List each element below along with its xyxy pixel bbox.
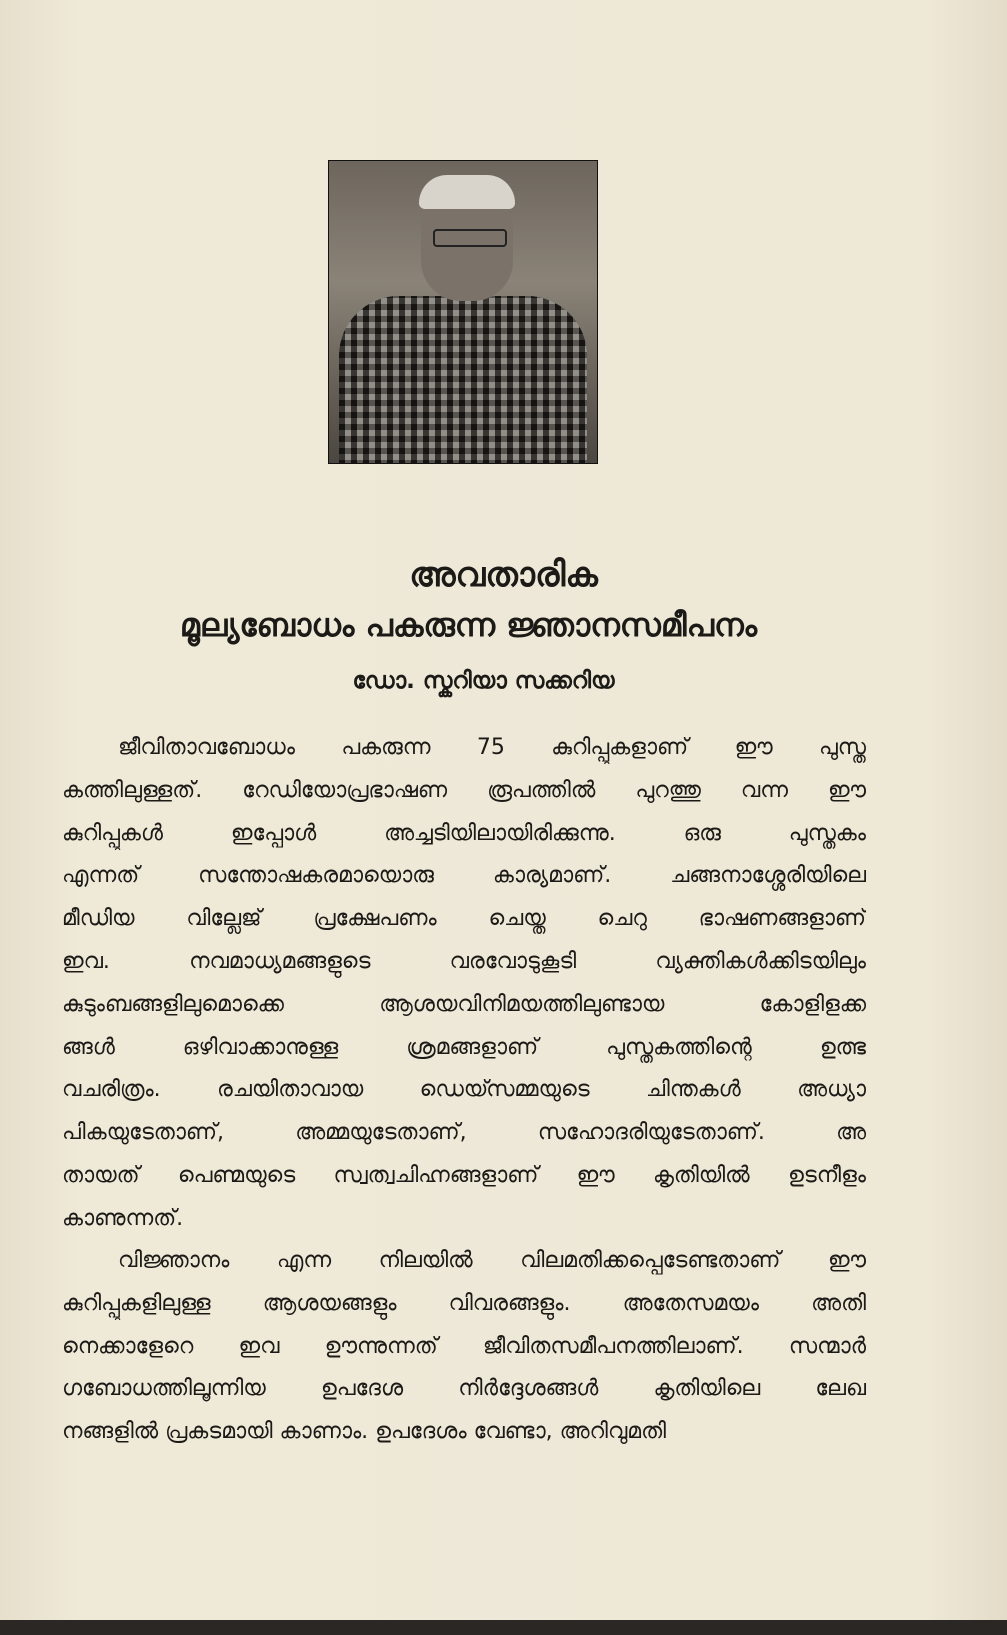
- text-line: ഗബോധത്തിലൂന്നിയ ഉപദേശ നിർദ്ദേശങ്ങൾ കൃതിയിലെ ലേഖ: [62, 1376, 866, 1402]
- author-name: ഡോ. സ്കറിയാ സക്കറിയ: [352, 668, 615, 694]
- text-line: കുറിപ്പുകളിലുള്ള ആശയങ്ങളും വിവരങ്ങളും. അതേസമയം അതി: [62, 1290, 866, 1316]
- text-line: കത്തിലുള്ളത്. റേഡിയോപ്രഭാഷണ രൂപത്തിൽ പുറത്തു വന്ന ഈ: [62, 777, 866, 803]
- text-line: തായത് പെണ്മയുടെ സ്വത്വചിഹ്നങ്ങളാണ് ഈ കൃതിയിൽ ഉടനീളം: [62, 1163, 866, 1188]
- text-line: ങ്ങൾ ഒഴിവാക്കാനുള്ള ശ്രമങ്ങളാണ് പുസ്തകത്തിന്റെ ഉത്ഭ: [62, 1034, 866, 1060]
- page-edge: [0, 1620, 1007, 1635]
- author-photo: [328, 160, 598, 464]
- text-line: എന്നത് സന്തോഷകരമായൊരു കാര്യമാണ്. ചങ്ങനാശ്ശേരിയിലെ: [62, 863, 866, 889]
- text-line: കുടുംബങ്ങളിലുമൊക്കെ ആശയവിനിമയത്തിലുണ്ടായ കോളിളക്ക: [62, 991, 866, 1017]
- text-line: നെക്കാളേറെ ഇവ ഊന്നുന്നത് ജീവിതസമീപനത്തിലാണ്. സന്മാർ: [62, 1333, 866, 1359]
- text-line: വചരിത്രം. രചയിതാവായ ഡെയ്സമ്മയുടെ ചിന്തകൾ അധ്യാ: [62, 1077, 866, 1103]
- text-line: കുറിപ്പുകൾ ഇപ്പോൾ അച്ചടിയിലായിരിക്കുന്നു. ഒരു പുസ്തകം: [62, 820, 866, 846]
- text-line: വിജ്ഞാനം എന്ന നിലയിൽ വിലമതിക്കപ്പെടേണ്ടതാണ് ഈ: [118, 1248, 866, 1273]
- text-line: നങ്ങളിൽ പ്രകടമായി കാണാം. ഉപദേശം വേണ്ടാ, അറിവുമതി: [62, 1419, 666, 1445]
- text-line: ജീവിതാവബോധം പകരുന്ന 75 കുറിപ്പുകളാണ് ഈ പുസ്ത: [118, 735, 866, 760]
- section-title: അവതാരിക: [409, 555, 598, 595]
- text-line: കാണുന്നത്.: [62, 1205, 184, 1231]
- section-subtitle: മൂല്യബോധം പകരുന്ന ജ്ഞാനസമീപനം: [179, 606, 758, 644]
- text-line: മീഡിയ വില്ലേജ് പ്രക്ഷേപണം ചെയ്ത ചെറു ഭാഷണങ്ങളാണ്: [62, 906, 866, 932]
- text-line: ഇവ. നവമാധ്യമങ്ങളുടെ വരവോടുകൂടി വ്യക്തികൾക്കിടയിലും: [62, 949, 866, 974]
- text-line: പികയുടേതാണ്, അമ്മയുടേതാണ്, സഹോദരിയുടേതാണ്. അ: [62, 1120, 866, 1146]
